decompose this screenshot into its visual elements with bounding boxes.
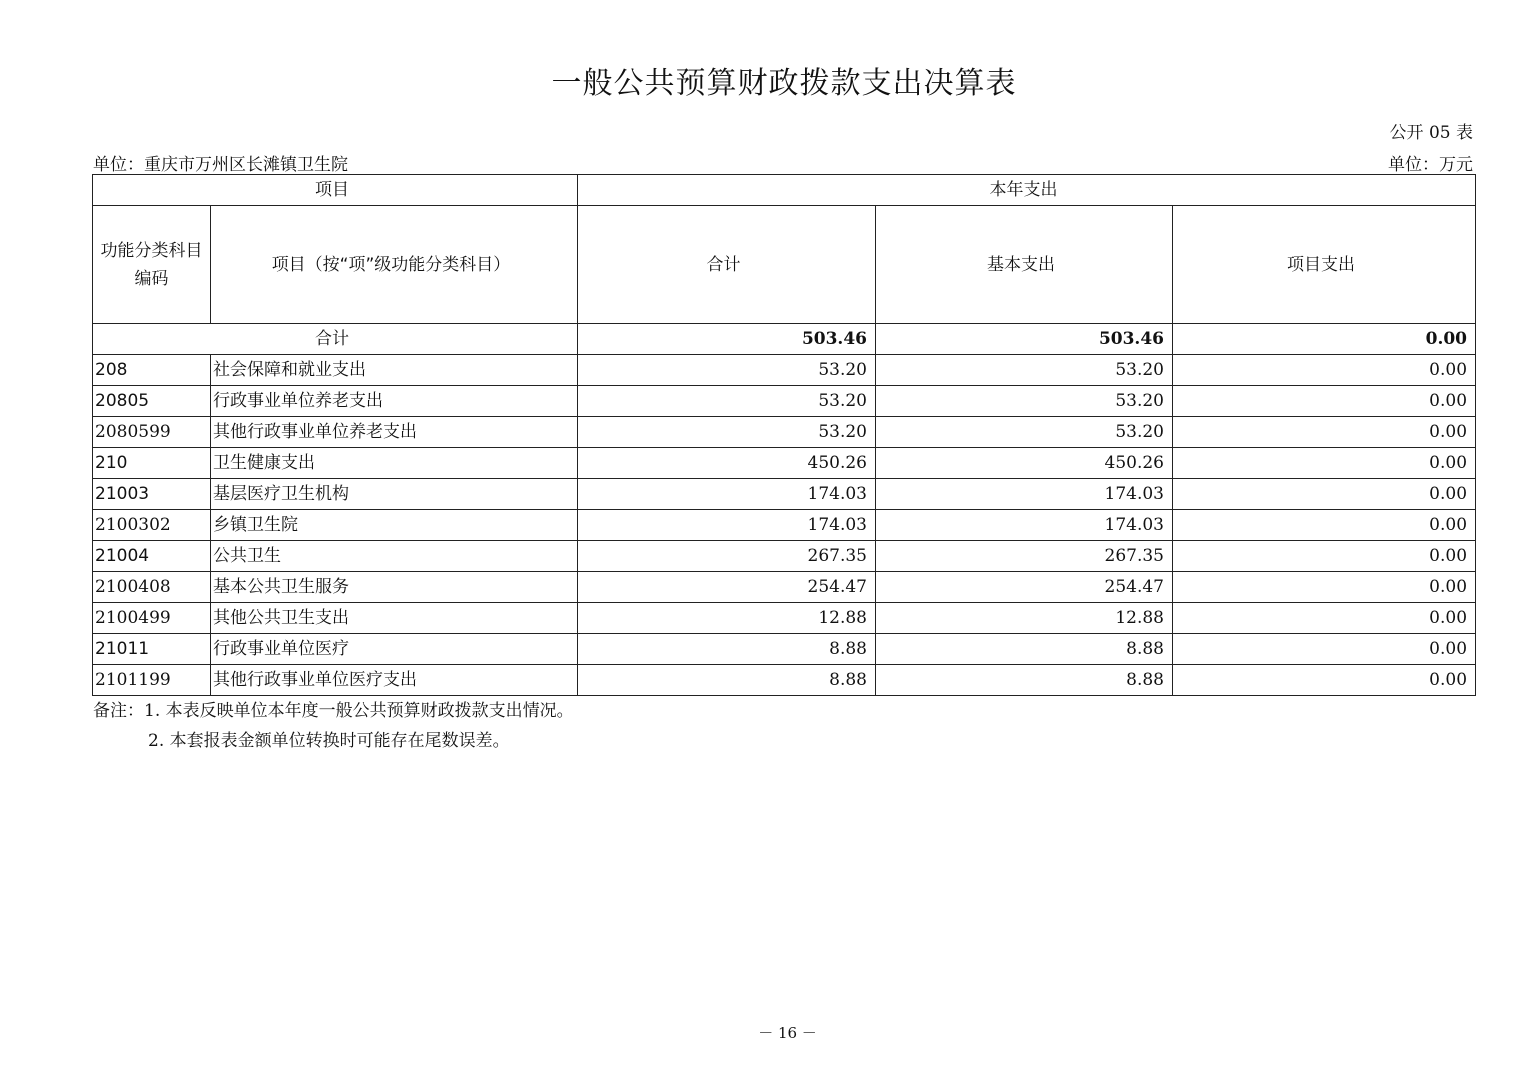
header-code: 功能分类科目编码 [93, 206, 211, 324]
row-code: 2100408 [93, 572, 211, 603]
row-name: 乡镇卫生院 [211, 510, 578, 541]
row-total: 12.88 [578, 603, 876, 634]
row-total: 174.03 [578, 510, 876, 541]
row-total: 8.88 [578, 665, 876, 696]
row-project: 0.00 [1173, 448, 1476, 479]
reporting-unit: 单位：重庆市万州区长滩镇卫生院 [93, 155, 348, 175]
row-code: 2101199 [93, 665, 211, 696]
row-total: 53.20 [578, 386, 876, 417]
row-total: 267.35 [578, 541, 876, 572]
row-name: 行政事业单位养老支出 [211, 386, 578, 417]
table-row [93, 448, 1476, 479]
row-name: 其他公共卫生支出 [211, 603, 578, 634]
table-row [93, 665, 1476, 696]
row-total: 53.20 [578, 417, 876, 448]
total-basic: 503.46 [876, 324, 1173, 355]
table-row [93, 541, 1476, 572]
header-basic: 基本支出 [876, 206, 1173, 324]
row-project: 0.00 [1173, 510, 1476, 541]
row-name: 基本公共卫生服务 [211, 572, 578, 603]
total-row [93, 324, 1476, 355]
row-project: 0.00 [1173, 665, 1476, 696]
page-number: － 16 － [758, 1024, 817, 1042]
form-number: 公开 05 表 [1389, 123, 1473, 143]
note-1: 备注：1. 本表反映单位本年度一般公共预算财政拨款支出情况。 [93, 701, 574, 721]
row-code: 208 [93, 355, 211, 386]
row-name: 行政事业单位医疗 [211, 634, 578, 665]
table-row [93, 355, 1476, 386]
table-row [93, 572, 1476, 603]
row-project: 0.00 [1173, 479, 1476, 510]
row-basic: 8.88 [876, 634, 1173, 665]
row-name: 其他行政事业单位医疗支出 [211, 665, 578, 696]
row-total: 8.88 [578, 634, 876, 665]
row-basic: 450.26 [876, 448, 1173, 479]
notes [93, 696, 574, 756]
row-code: 21004 [93, 541, 211, 572]
table-row [93, 510, 1476, 541]
row-basic: 53.20 [876, 417, 1173, 448]
row-total: 53.20 [578, 355, 876, 386]
row-basic: 53.20 [876, 355, 1173, 386]
header-project-expenditure: 项目支出 [1173, 206, 1476, 324]
row-project: 0.00 [1173, 355, 1476, 386]
header-total: 合计 [578, 206, 876, 324]
row-total: 450.26 [578, 448, 876, 479]
row-project: 0.00 [1173, 572, 1476, 603]
table-row [93, 479, 1476, 510]
table-body [93, 324, 1476, 696]
expenditure-table [92, 174, 1476, 696]
note-2: 2. 本套报表金额单位转换时可能存在尾数误差。 [148, 731, 510, 751]
row-project: 0.00 [1173, 417, 1476, 448]
header-current-year: 本年支出 [578, 175, 1476, 206]
page-title: 一般公共预算财政拨款支出决算表 [551, 66, 1017, 101]
row-project: 0.00 [1173, 634, 1476, 665]
row-name: 卫生健康支出 [211, 448, 578, 479]
table-row [93, 417, 1476, 448]
header-item: 项目（按“项”级功能分类科目） [211, 206, 578, 324]
row-total: 174.03 [578, 479, 876, 510]
currency-unit: 单位：万元 [1388, 155, 1473, 175]
row-basic: 12.88 [876, 603, 1173, 634]
header-project: 项目 [93, 175, 578, 206]
row-code: 20805 [93, 386, 211, 417]
row-basic: 174.03 [876, 479, 1173, 510]
row-code: 21011 [93, 634, 211, 665]
row-name: 基层医疗卫生机构 [211, 479, 578, 510]
row-name: 社会保障和就业支出 [211, 355, 578, 386]
table-row [93, 603, 1476, 634]
row-basic: 254.47 [876, 572, 1173, 603]
row-basic: 267.35 [876, 541, 1173, 572]
row-code: 2100302 [93, 510, 211, 541]
total-total: 503.46 [578, 324, 876, 355]
row-code: 2100499 [93, 603, 211, 634]
total-project: 0.00 [1173, 324, 1476, 355]
row-project: 0.00 [1173, 603, 1476, 634]
table-row [93, 634, 1476, 665]
total-label: 合计 [93, 324, 578, 355]
row-basic: 8.88 [876, 665, 1173, 696]
row-project: 0.00 [1173, 386, 1476, 417]
row-name: 公共卫生 [211, 541, 578, 572]
row-basic: 53.20 [876, 386, 1173, 417]
row-name: 其他行政事业单位养老支出 [211, 417, 578, 448]
row-code: 210 [93, 448, 211, 479]
row-total: 254.47 [578, 572, 876, 603]
row-basic: 174.03 [876, 510, 1173, 541]
row-code: 21003 [93, 479, 211, 510]
row-code: 2080599 [93, 417, 211, 448]
table-row [93, 386, 1476, 417]
row-project: 0.00 [1173, 541, 1476, 572]
